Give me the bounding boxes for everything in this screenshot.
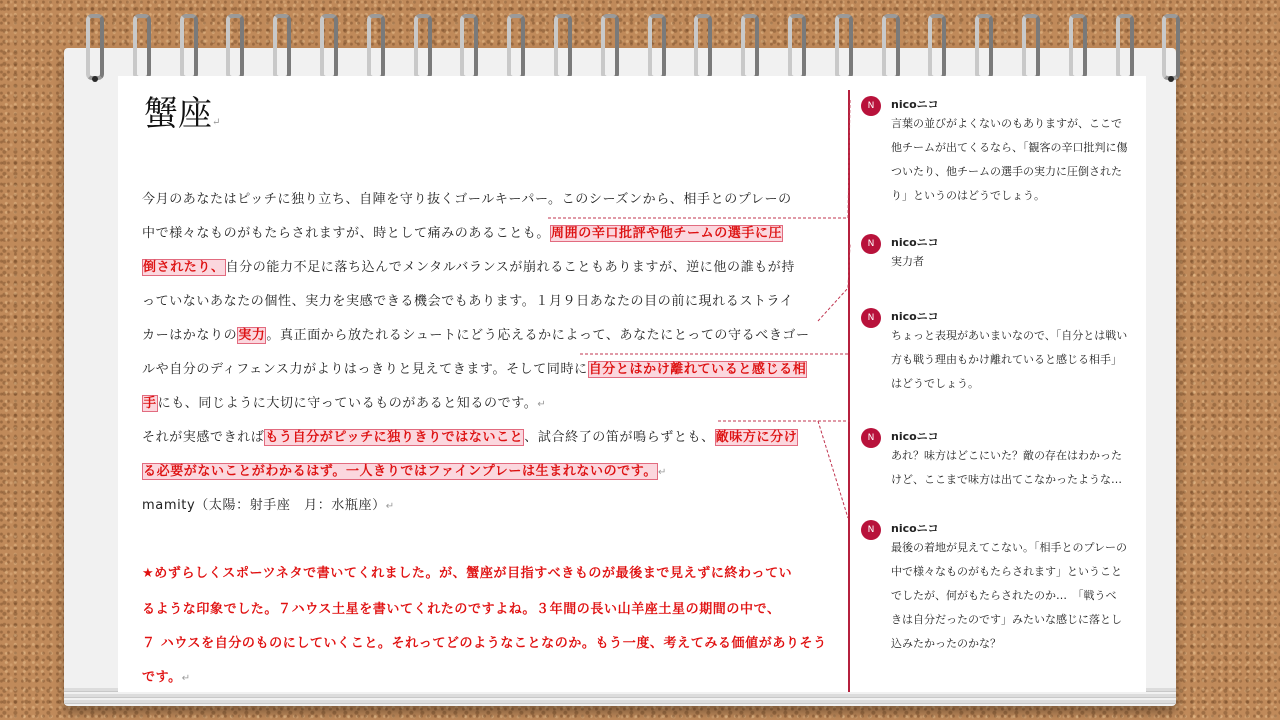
text-run: 中で様々なものがもたらされますが、時として痛みのあることも。 <box>142 226 551 241</box>
text-run: 、試合終了の笛が鳴らずとも、 <box>524 430 715 445</box>
avatar: N <box>861 308 881 328</box>
text-run: 。真正面から放たれるシュートにどう応えるかによって、あなたにとっての守るべきゴー <box>266 328 810 343</box>
binding-ring <box>1022 14 1040 80</box>
commented-text[interactable]: 倒されたり、 <box>143 260 225 275</box>
comment-author: nicoニコ <box>891 98 939 111</box>
spiral-binding <box>86 14 1176 74</box>
commented-text[interactable]: 手 <box>143 396 157 411</box>
avatar: N <box>861 428 881 448</box>
binding-ring <box>133 14 151 80</box>
binding-ring <box>741 14 759 80</box>
text-run: それが実感できれば <box>142 430 265 445</box>
binding-ring <box>694 14 712 80</box>
paragraph-mark: ↵ <box>385 501 395 512</box>
binding-ring <box>928 14 946 80</box>
paragraph-mark: ↵ <box>657 467 667 478</box>
binding-ring <box>882 14 900 80</box>
binding-ring <box>320 14 338 80</box>
paragraph-mark: ↵ <box>537 399 547 410</box>
binding-ring <box>648 14 666 80</box>
comment-author: nicoニコ <box>891 236 939 249</box>
binding-ring <box>835 14 853 80</box>
title-text: 蟹座 <box>144 94 212 134</box>
binding-ring <box>367 14 385 80</box>
comment-line: けど、ここまで味方は出てこなかったような… <box>891 473 1122 486</box>
text-run: mamity（太陽：射手座 月：水瓶座） <box>142 498 386 513</box>
comment-line: ついたり、他チームの選手の実力に圧倒された <box>891 165 1122 178</box>
text-run: 自分の能力不足に落ち込んでメンタルバランスが崩れることもありますが、逆に他の誰もが持 <box>225 260 795 275</box>
binding-ring <box>1069 14 1087 80</box>
comment-line: きは自分だったのです」みたいな感じに落とし <box>891 613 1122 626</box>
comment-connectors <box>118 76 1146 692</box>
comment-author: nicoニコ <box>891 522 939 535</box>
binding-ring <box>1116 14 1134 80</box>
avatar: N <box>861 96 881 116</box>
text-run: ルや自分のディフェンス力がよりはっきりと見えてきます。そして同時に <box>142 362 588 377</box>
comment-line: 方も戦う理由もかけ離れていると感じる相手」 <box>891 353 1122 366</box>
paragraph-mark: ↵ <box>181 673 191 684</box>
paragraph-mark: ↵ <box>212 117 221 128</box>
connector-4 <box>718 421 848 518</box>
comment-author: nicoニコ <box>891 310 939 323</box>
commented-text[interactable]: 自分とはかけ離れていると感じる相 <box>588 362 807 377</box>
avatar: N <box>861 234 881 254</box>
text-run: カーはかなりの <box>142 328 238 343</box>
binding-ring <box>788 14 806 80</box>
comment-author: nicoニコ <box>891 430 939 443</box>
binding-ring <box>975 14 993 80</box>
comment-line: あれ？味方はどこにいた？敵の存在はわかった <box>891 449 1122 462</box>
binding-ring <box>554 14 572 80</box>
text-run: っていないあなたの個性、実力を実感できる機会でもあります。１月９日あなたの目の前に現れるストライ <box>142 294 794 309</box>
binding-ring <box>273 14 291 80</box>
text-run: 今月のあなたはピッチに独り立ち、自陣を守り抜くゴールキーパー。このシーズンから、相手とのプレーの <box>142 192 792 207</box>
avatar: N <box>861 520 881 540</box>
text-run: ７ ハウスを自分のものにしていくこと。それってどのようなことなのか。もう一度、考えてみる価値がありそう <box>142 636 827 651</box>
comment-line: 実力者 <box>891 255 924 268</box>
comment-line: り」というのはどうでしょう。 <box>891 189 1045 202</box>
commented-text[interactable]: 実力 <box>238 328 266 343</box>
text-run: ★めずらしくスポーツネタで書いてくれました。が、蟹座が目指すべきものが最後まで見えずに終わってい <box>142 566 793 581</box>
binding-ring <box>507 14 525 80</box>
binding-ring <box>414 14 432 80</box>
comment-line: 他チームが出てくるなら、「観客の辛口批判に傷 <box>891 141 1128 154</box>
commented-text[interactable]: る必要がないことがわかるはず。一人きりではファインプレーは生まれないのです。 <box>143 464 657 479</box>
text-run: にも、同じように大切に守っているものがあると知るのです。 <box>157 396 538 411</box>
connector-2 <box>818 244 850 321</box>
commented-text[interactable]: 敵味方に分け <box>715 430 798 445</box>
binding-ring <box>601 14 619 80</box>
connector-1 <box>548 100 850 218</box>
binding-ring <box>460 14 478 80</box>
comment-line: 中で様々なものがもたらされます」ということ <box>891 565 1122 578</box>
binding-ring <box>180 14 198 80</box>
comment-line: はどうでしょう。 <box>891 377 979 390</box>
text-run: るような印象でした。７ハウス土星を書いてくれたのですよね。３年間の長い山羊座土星の期間の中で、 <box>142 602 781 617</box>
comment-line: 最後の着地が見えてこない。「相手とのプレーの <box>891 541 1128 554</box>
text-run: です。 <box>142 670 182 685</box>
binding-ring <box>226 14 244 80</box>
comment-line: ちょっと表現があいまいなので、「自分とは戦い <box>891 329 1128 342</box>
commented-text[interactable]: 周囲の辛口批評や他チームの選手に圧 <box>551 226 783 241</box>
commented-text[interactable]: もう自分がピッチに独りきりではないこと <box>265 430 524 445</box>
comment-line: 言葉の並びがよくないのもありますが、ここで <box>891 117 1122 130</box>
comment-line: 込みたかったのかな？ <box>891 637 1001 650</box>
binding-ring <box>1162 14 1180 80</box>
document-page <box>118 76 1146 692</box>
binding-ring <box>86 14 104 80</box>
comment-line: でしたが、何がもたらされたのか… 「戦うべ <box>891 589 1117 602</box>
